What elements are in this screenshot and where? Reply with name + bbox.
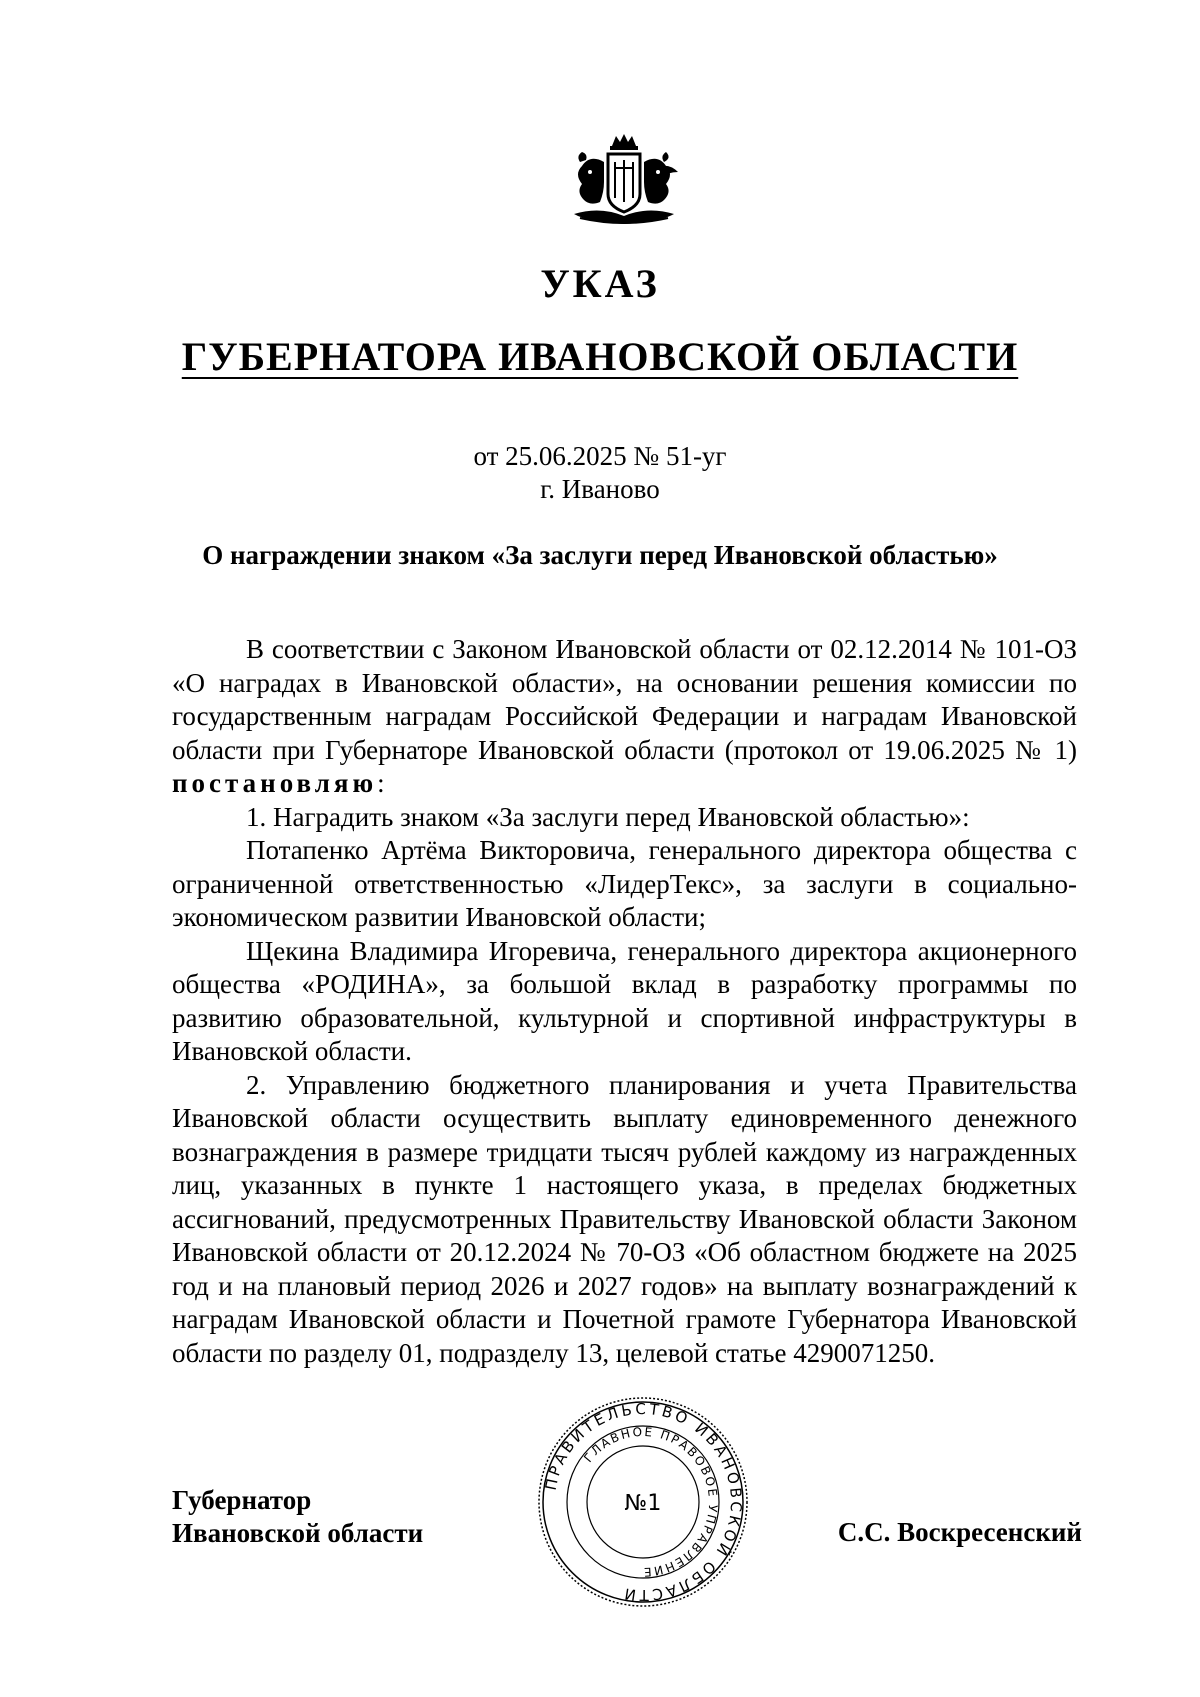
paragraph-awardee-1: Потапенко Артёма Викторовича, генерального директора общества с ограниченной ответственностью «ЛидерТекс», за заслуги в социально-экономическом развитии Ивановской области; bbox=[172, 835, 1077, 932]
date-number: от 25.06.2025 № 51-уг bbox=[473, 441, 727, 471]
signatory-name: С.С. Воскресенский bbox=[837, 1517, 1082, 1547]
issuer-heading: ГУБЕРНАТОРА ИВАНОВСКОЙ ОБЛАСТИ bbox=[181, 334, 1019, 379]
paragraph-awardee-2: Щекина Владимира Игоревича, генерального директора акционерного общества «РОДИНА», за большой вклад в разработку программы по развитию образовательной, культурной и спортивной инфраструктуры в Ивановской области. bbox=[172, 935, 1077, 1066]
paragraph-item-1: 1. Наградить знаком «За заслуги перед Ивановской областью»: bbox=[246, 801, 970, 832]
decree-word: постановляю bbox=[172, 768, 378, 798]
stamp-number: №1 bbox=[624, 1491, 662, 1516]
signatory-position: Губернатор Ивановской области bbox=[172, 1485, 424, 1548]
coat-of-arms-icon bbox=[560, 132, 688, 232]
document-type-heading: УКАЗ bbox=[540, 261, 660, 306]
decree-subject: О награждении знаком «За заслуги перед Ивановской областью» bbox=[202, 540, 998, 570]
official-stamp bbox=[535, 1394, 751, 1610]
city: г. Иваново bbox=[540, 474, 660, 504]
paragraph-preamble: В соответствии с Законом Ивановской области от 02.12.2014 № 101-ОЗ «О наградах в Ивановской области», на основании решения комиссии по государственным наградам Российской Федерации и наградам Ивановской области при Губернаторе Ивановской области (протокол от 19.06.2025 № 1) постановляю: bbox=[172, 634, 1077, 798]
svg-text:ГЛАВНОЕ ПРАВОВОЕ УПРАВЛЕНИЕ: ГЛАВНОЕ ПРАВОВОЕ УПРАВЛЕНИЕ bbox=[581, 1424, 721, 1580]
decree-body bbox=[172, 633, 1077, 1370]
paragraph-item-2: 2. Управлению бюджетного планирования и учета Правительства Ивановской области осуществить выплату единовременного денежного вознаграждения в размере тридцати тысяч рублей каждому из награжденных лиц, указанных в пункте 1 настоящего указа, в пределах бюджетных ассигнований, предусмотренных Правительству Ивановской области Законом Ивановской области от 20.12.2024 № 70-ОЗ «Об областном бюджете на 2025 год и на плановый период 2026 и 2027 годов» на выплату вознаграждений к наградам Ивановской области и Почетной грамоте Губернатора Ивановской области по разделу 01, подразделу 13, целевой статье 4290071250. bbox=[172, 1069, 1077, 1368]
svg-text:ПРАВИТЕЛЬСТВО ИВАНОВСКОЙ ОБЛАС: ПРАВИТЕЛЬСТВО ИВАНОВСКОЙ ОБЛАСТИ bbox=[541, 1399, 746, 1605]
